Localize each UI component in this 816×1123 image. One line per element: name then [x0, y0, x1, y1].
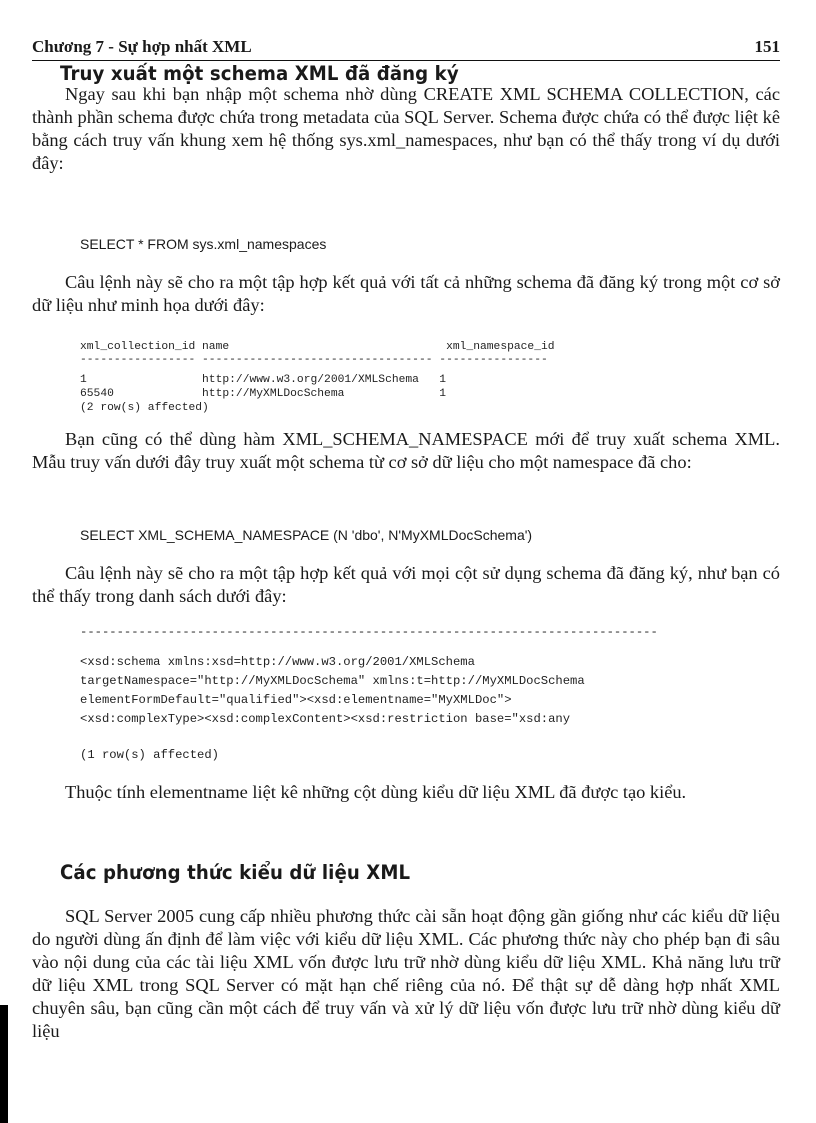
xml-line: <xsd:complexType><xsd:complexContent><xsd:restriction base="xsd:any [80, 712, 571, 726]
paragraph-schema-namespace: Bạn cũng có thể dùng hàm XML_SCHEMA_NAMESPACE mới để truy xuất schema XML. Mẫu truy vấn dưới đây truy xuất một schema từ cơ sở dữ liệu cho một namespace đã cho: [32, 429, 780, 472]
rows-affected: (2 row(s) affected) [80, 402, 209, 414]
result-divider: ----------------- ---------------------------------- ---------------- [80, 354, 548, 366]
chapter-title: Chương 7 - Sự hợp nhất XML [32, 37, 252, 56]
binding-edge [0, 1005, 8, 1123]
xml-line: targetNamespace="http://MyXMLDocSchema" xmlns:t=http://MyXMLDocSchema [80, 674, 585, 688]
paragraph-intro: Ngay sau khi bạn nhập một schema nhờ dùng CREATE XML SCHEMA COLLECTION, các thành phần schema được chứa trong metadata của SQL Server. Schema được chứa có thể được liệt kê bằng cách truy vấn khung xem hệ thống sys.xml_namespaces, như bạn có thể thấy trong ví dụ dưới đây: [32, 84, 780, 173]
xml-line: elementFormDefault="qualified"><xsd:elementname="MyXMLDoc"> [80, 693, 512, 707]
result-header-row: xml_collection_id name xml_namespace_id [80, 341, 555, 353]
paragraph-result-set: Câu lệnh này sẽ cho ra một tập hợp kết quả với tất cả những schema đã đăng ký trong một cơ sở dữ liệu như minh họa dưới đây: [32, 272, 780, 315]
page-number: 151 [754, 37, 780, 56]
paragraph-xml-methods: SQL Server 2005 cung cấp nhiều phương thức cài sẵn hoạt động gần giống như các kiểu dữ liệu do người dùng ấn định để làm việc với kiểu dữ liệu XML. Các phương thức này cho phép bạn đi sâu vào nội dung của các tài liệu XML vốn được lưu trữ nhờ dùng kiểu dữ liệu XML. Khả năng lưu trữ dữ liệu XML trong SQL Server có mặt hạn chế riêng của nó. Để thật sự dễ dàng hợp nhất XML chuyên sâu, bạn cũng cần một cách để truy vấn và xử lý dữ liệu vốn được lưu trữ nhờ dùng kiểu dữ liệu [32, 906, 780, 1041]
paragraph-columns: Câu lệnh này sẽ cho ra một tập hợp kết quả với mọi cột sử dụng schema đã đăng ký, như bạn có thể thấy trong danh sách dưới đây: [32, 563, 780, 606]
result-row: 65540 http://MyXMLDocSchema 1 [80, 388, 447, 400]
result-row: 1 http://www.w3.org/2001/XMLSchema 1 [80, 374, 447, 386]
xml-line: <xsd:schema xmlns:xsd=http://www.w3.org/2001/XMLSchema [80, 655, 475, 669]
running-header [32, 36, 780, 61]
section-heading-retrieve-schema: Truy xuất một schema XML đã đăng ký [60, 62, 459, 85]
paragraph-elementname: Thuộc tính elementname liệt kê những cột dùng kiểu dữ liệu XML đã được tạo kiểu. [65, 782, 687, 802]
section-heading-xml-methods: Các phương thức kiểu dữ liệu XML [60, 861, 411, 884]
code-select-schema-namespace: SELECT XML_SCHEMA_NAMESPACE (N 'dbo', N'MyXMLDocSchema') [80, 527, 533, 543]
code-select-namespaces: SELECT * FROM sys.xml_namespaces [80, 236, 327, 252]
rows-affected: (1 row(s) affected) [80, 748, 219, 762]
result-divider: ------------------------------------------------------------------------------- [80, 625, 658, 639]
